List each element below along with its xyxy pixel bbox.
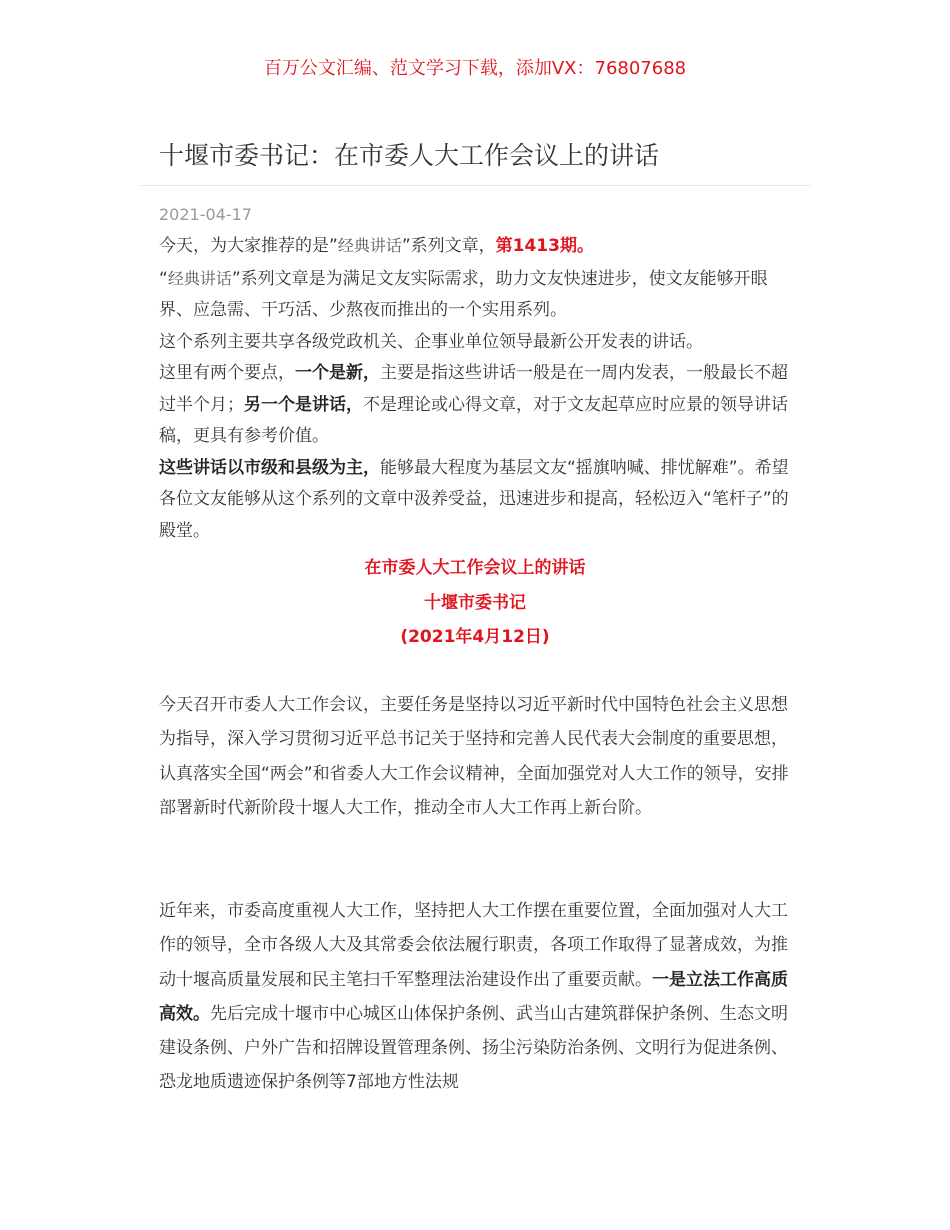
intro-text: 这里有两个要点， bbox=[159, 363, 295, 383]
intro-text: 今天，为大家推荐的是” bbox=[159, 236, 338, 256]
title-divider bbox=[140, 185, 811, 186]
intro-line-3: 这个系列主要共享各级党政机关、企事业单位领导最新公开发表的讲话。 bbox=[159, 331, 703, 352]
intro-line-5 bbox=[159, 453, 795, 548]
body-text: 先后完成十堰市中心城区山体保护条例、武当山古建筑群保护条例、生态文明建设条例、户外广告和招牌设置管理条例、扬尘污染防治条例、文明行为促进条例、恐龙地质遗迹保护条例等7部地方性法规 bbox=[159, 1003, 788, 1093]
body-paragraph-2 bbox=[159, 894, 795, 1100]
speech-speaker: 十堰市委书记 bbox=[424, 592, 526, 613]
publish-date: 2021-04-17 bbox=[159, 205, 252, 224]
intro-line-4 bbox=[159, 358, 795, 453]
series-name: 经典讲话 bbox=[167, 268, 232, 288]
body-text: 近年来，市委高度重视人大工作，坚持把人大工作摆在重要位置，全面加强对人大工作的领导，全市各级人大及其常委会依法履行职责，各项工作取得了显著成效，为推动十堰高质量发展和民主笔扫千军整理法治建设作出了重要贡献。 bbox=[159, 901, 788, 990]
speech-title: 在市委人大工作会议上的讲话 bbox=[364, 558, 586, 578]
intro-line-1 bbox=[159, 230, 795, 263]
key-point: 一个是新， bbox=[295, 363, 380, 383]
key-point: 另一个是讲话， bbox=[244, 394, 363, 415]
series-name: 经典讲话 bbox=[337, 236, 402, 255]
intro-line-2 bbox=[159, 263, 795, 327]
intro-text: 不是理论或心得文章，对于文友起草应时应景的领导讲话稿，更具有参考价值。 bbox=[159, 394, 788, 446]
body-paragraph-1: 今天召开市委人大工作会议，主要任务是坚持以习近平新时代中国特色社会主义思想为指导，深入学习贯彻习近平总书记关于坚持和完善人民代表大会制度的重要思想，认真落实全国“两会”和省委人大工作会议精神，全面加强党对人大工作的领导，安排部署新时代新阶段十堰人大工作，推动全市人大工作再上新台阶。 bbox=[159, 695, 789, 818]
key-point: 这些讲话以市级和县级为主， bbox=[159, 457, 380, 478]
section-lead: 一是立法工作高质高效。 bbox=[159, 969, 788, 1024]
intro-text: ”系列文章是为满足文友实际需求，助力文友快速进步，使文友能够开眼界、应急需、干巧活、少熬夜而推出的一个实用系列。 bbox=[159, 268, 768, 320]
promo-banner: 百万公文汇编、范文学习下载，添加VX：76807688 bbox=[263, 58, 687, 79]
intro-text: 主要是指这些讲话一般是在一周内发表，一般最长不超过半个月； bbox=[159, 363, 788, 415]
speech-date: (2021年4月12日) bbox=[400, 627, 550, 647]
article-title: 十堰市委书记：在市委人大工作会议上的讲话 bbox=[159, 141, 660, 170]
speech-header bbox=[0, 551, 950, 655]
series-intro bbox=[159, 230, 795, 547]
issue-number: 第1413期。 bbox=[495, 236, 594, 256]
intro-text: “ bbox=[159, 268, 168, 289]
intro-text: 能够最大程度为基层文友“摇旗呐喊、排忧解难”。希望各位文友能够从这个系列的文章中汲养受益，迅速进步和提高，轻松迈入“笔杆子”的殿堂。 bbox=[159, 457, 789, 541]
intro-text: ”系列文章， bbox=[401, 236, 496, 256]
